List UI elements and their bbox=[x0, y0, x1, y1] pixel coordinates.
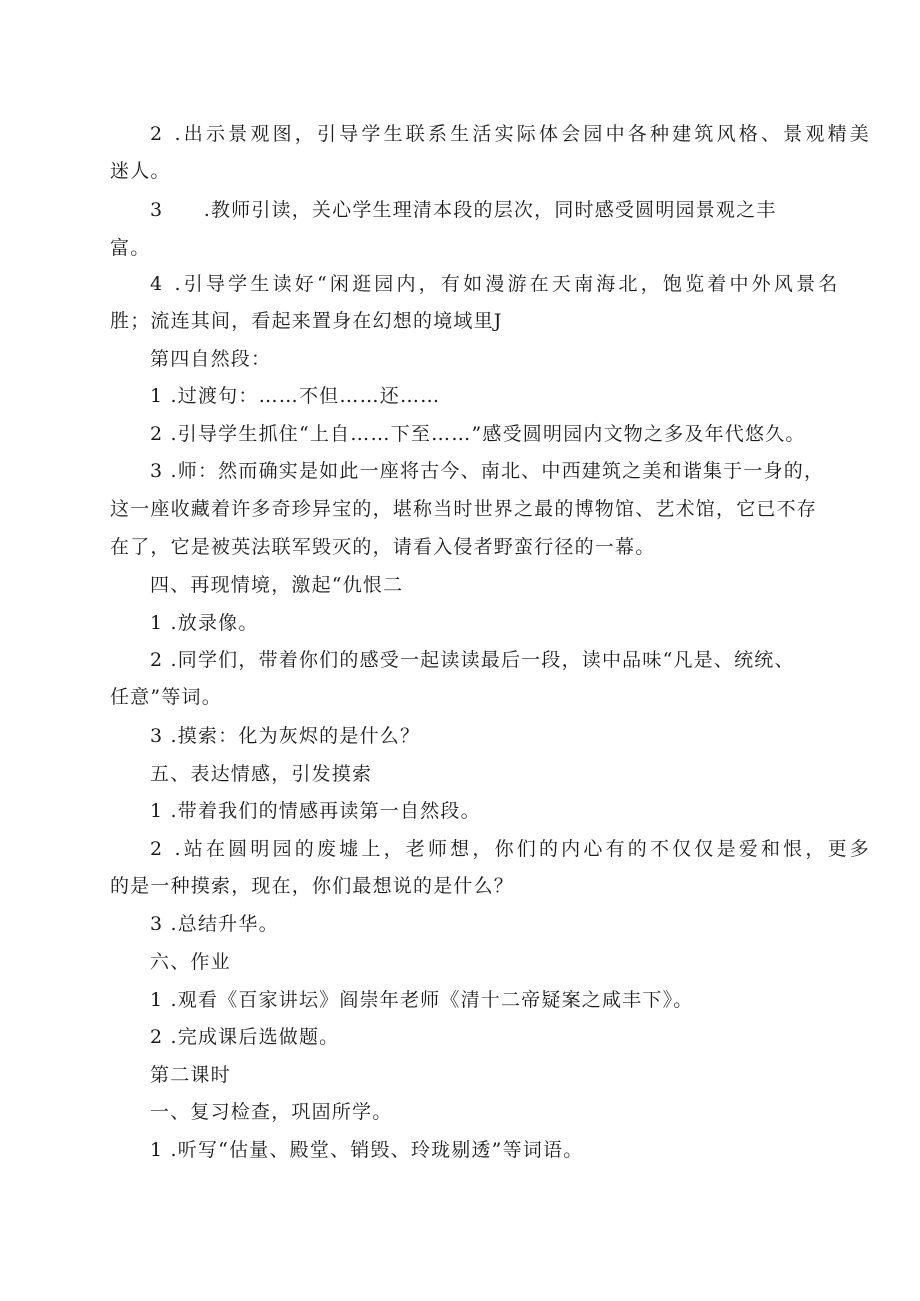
text-line: 2 .完成课后选做题。 bbox=[150, 1026, 340, 1048]
section-heading: 第四自然段： bbox=[150, 348, 272, 370]
text-line: 2 .出示景观图，引导学生联系生活实际体会园中各种建筑风格、景观精美 bbox=[150, 123, 872, 145]
text-line: 这一座收藏着许多奇珍异宝的，堪称当时世界之最的博物馆、艺术馆，它已不存 bbox=[110, 498, 818, 520]
text-line: 2 .同学们，带着你们的感受一起读读最后一段，读中品味“凡是、统统、 bbox=[150, 649, 795, 671]
text-line: 1 .听写“估量、殿堂、销毁、玲珑剔透”等词语。 bbox=[150, 1139, 584, 1161]
text-line: 4 .引导学生读好“闲逛园内，有如漫游在天南海北，饱览着中外风景名 bbox=[150, 273, 841, 295]
section-heading: 一、复习检查，巩固所学。 bbox=[150, 1101, 393, 1123]
text-line: 迷人。 bbox=[110, 160, 171, 182]
text-line: 任意”等词。 bbox=[110, 686, 222, 708]
text-line: 3 .师：然而确实是如此一座将古今、南北、中西建筑之美和谐集于一身的， bbox=[150, 460, 825, 482]
text-line: 富。 bbox=[110, 237, 151, 259]
text-line: 1 .放录像。 bbox=[150, 612, 259, 634]
text-line: 1 .观看《百家讲坛》阎崇年老师《清十二帝疑案之咸丰下》。 bbox=[150, 989, 694, 1011]
text-line: 3 .总结升华。 bbox=[150, 913, 279, 935]
section-heading: 五、表达情感，引发摸索 bbox=[150, 763, 373, 785]
text-line: 1 .过渡句：……不但……还…… bbox=[150, 385, 441, 407]
text-line: 胜；流连其间，看起来置身在幻想的境域里J bbox=[110, 310, 503, 332]
text-line: 2 .站在圆明园的废墟上，老师想，你们的内心有的不仅仅是爱和恨，更多 bbox=[150, 838, 872, 860]
text-line: 1 .带着我们的情感再读第一自然段。 bbox=[150, 800, 481, 822]
section-heading: 六、作业 bbox=[150, 951, 231, 973]
text-line: 2 .引导学生抓住“上自……下至……”感受圆明园内文物之多及年代悠久。 bbox=[150, 423, 806, 445]
text-line: 的是一种摸索，现在，你们最想说的是什么？ bbox=[110, 875, 515, 897]
text-line: 在了，它是被英法联军毁灭的，请看入侵者野蛮行径的一幕。 bbox=[110, 536, 656, 558]
section-heading: 四、再现情境，激起“仇恨二 bbox=[150, 574, 404, 596]
section-heading: 第二课时 bbox=[150, 1064, 231, 1086]
text-line: 3 .教师引读，关心学生理清本段的层次，同时感受圆明园景观之丰 bbox=[150, 199, 777, 221]
text-line: 3 .摸索：化为灰烬的是什么？ bbox=[150, 725, 421, 747]
